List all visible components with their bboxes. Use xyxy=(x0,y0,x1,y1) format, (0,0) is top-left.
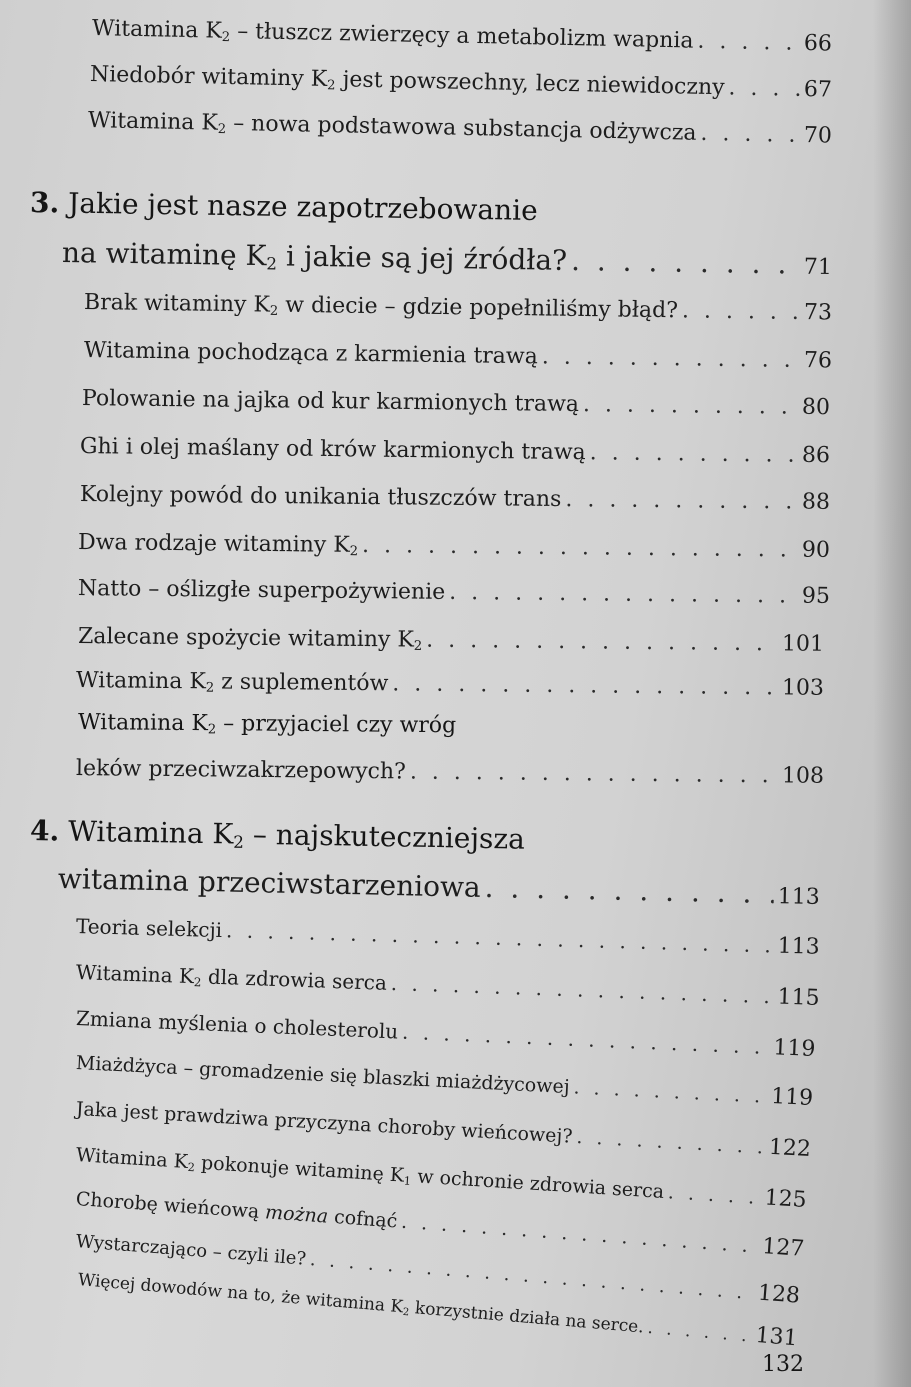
toc-entry: leków przeciwzakrzepowych? . . . 108 xyxy=(76,756,824,789)
chapter-3-heading xyxy=(30,186,538,227)
page-number: 80 xyxy=(801,394,831,421)
page-number: 76 xyxy=(803,348,833,374)
page-number: 90 xyxy=(801,537,831,563)
toc-entry: Dwa rodzaje witaminy $K_2$ . . . 90 xyxy=(78,530,830,564)
toc-entry: Brak witaminy $K_2$ w diecie – gdzie popełniliśmy błąd? . . . 73 xyxy=(84,290,832,327)
page-number: 115 xyxy=(777,984,820,1011)
leader-dots xyxy=(697,29,800,56)
page-number: 95 xyxy=(801,583,831,609)
leader-dots xyxy=(647,1318,753,1347)
leader-dots xyxy=(449,580,798,609)
chapter-title-line1: Jakie jest nasze zapotrzebowanie xyxy=(67,186,538,227)
toc-entry: Ghi i olej maślany od krów karmionych trawą . . . 86 xyxy=(80,434,830,468)
page-number: 125 xyxy=(763,1185,808,1213)
toc-entry: Witamina $K_2$ dla zdrowia serca . . . 115 xyxy=(76,960,820,1011)
toc-entry: Polowanie na jajka od kur karmionych trawą . . . 80 xyxy=(82,386,830,420)
toc-entry: Jaka jest prawdziwa przyczyna choroby wieńcowej? . . . 122 xyxy=(75,1096,811,1162)
page-number: 101 xyxy=(781,631,825,657)
page-number: 66 xyxy=(803,30,833,57)
chapter-number: 3. xyxy=(29,186,60,220)
leader-dots xyxy=(402,1020,770,1059)
toc-entry: Więcej dowodów na to, że witamina $K_2$ korzystnie działa na serce. . . . 131 xyxy=(77,1266,799,1351)
page-number: 108 xyxy=(781,763,825,789)
leader-dots xyxy=(700,121,800,148)
page-number: 128 xyxy=(757,1280,801,1309)
page-number: 73 xyxy=(803,300,833,326)
leader-dots xyxy=(573,1076,768,1107)
page-number: 127 xyxy=(761,1234,806,1262)
page-number: 103 xyxy=(781,675,825,701)
page-number-cut-off: 132 xyxy=(762,1352,804,1377)
toc-entry-line1: Witamina $K_2$ – przyjaciel czy wróg xyxy=(77,710,457,739)
page-number: 122 xyxy=(768,1134,812,1163)
page-number: 131 xyxy=(754,1322,799,1352)
toc-entry: Witamina $K_2$ z suplementów . . . 103 xyxy=(76,668,824,702)
page-edge-shadow xyxy=(873,0,911,1387)
toc-entry: Zmiana myślenia o cholesterolu . . . 119 xyxy=(75,1006,815,1062)
chapter-4-heading: 4. Witamina $K_2$ – najskuteczniejsza xyxy=(29,814,526,856)
toc-entry: Zalecane spożycie witaminy $K_2$ . . . 101 xyxy=(78,624,824,658)
toc-entry: Kolejny powód do unikania tłuszczów trans . . . 88 xyxy=(80,482,830,515)
toc-entry: Witamina $K_2$ pokonuje witaminę $K_1$ w ochronie zdrowia serca . . . 125 xyxy=(75,1142,807,1213)
toc-entry: Chorobę wieńcową można cofnąć . . . 127 xyxy=(75,1186,805,1262)
chapter-number: 4. xyxy=(29,814,60,848)
leader-dots xyxy=(362,533,798,563)
leader-dots xyxy=(401,1211,760,1258)
page-number: 119 xyxy=(770,1084,814,1112)
chapter-3-heading-line2: na witaminę $K_2$ i jakie są jej źródła? . . . 71 xyxy=(62,236,832,282)
leader-dots xyxy=(576,1126,766,1158)
toc-entry: Wystarczająco – czyli ile? . . . 128 xyxy=(75,1228,801,1309)
page-number: 86 xyxy=(801,442,831,469)
leader-dots xyxy=(542,344,800,373)
page-number: 119 xyxy=(772,1035,816,1062)
toc-entry: Miażdżyca – gromadzenie się blaszki miażdżycowej . . . 119 xyxy=(75,1050,813,1111)
leader-dots xyxy=(583,392,798,420)
page-number: 113 xyxy=(777,933,821,960)
toc-entry: Witamina $K_2$ – tłuszcz zwierzęcy a metabolizm wapnia . . . 66 xyxy=(92,16,832,58)
page-number: 71 xyxy=(803,254,833,281)
leader-dots xyxy=(484,871,774,910)
leader-dots xyxy=(390,971,774,1008)
leader-dots xyxy=(667,1181,761,1209)
leader-dots xyxy=(728,75,800,101)
page-number: 70 xyxy=(803,122,833,149)
toc-entry: Witamina $K_2$ – nowa podstawowa substancja odżywcza . . . 70 xyxy=(88,108,832,150)
toc-entry: Niedobór witaminy $K_2$ jest powszechny, lecz niewidoczny . . . 67 xyxy=(90,62,832,104)
page-number: 88 xyxy=(801,489,831,515)
toc-entry: Natto – oślizgłe superpożywienie . . . 95 xyxy=(78,576,830,609)
page-number: 113 xyxy=(777,884,821,910)
leader-dots xyxy=(392,671,778,700)
leader-dots xyxy=(571,244,800,281)
leader-dots xyxy=(426,628,778,657)
toc-entry: Witamina pochodząca z karmienia trawą . . . 76 xyxy=(84,338,832,373)
page-number: 67 xyxy=(803,76,833,103)
leader-dots xyxy=(682,298,800,325)
leader-dots xyxy=(590,440,799,468)
leader-dots xyxy=(565,487,798,514)
toc-entry: Teoria selekcji . . . 113 xyxy=(76,914,820,960)
leader-dots xyxy=(226,918,774,957)
chapter-4-heading-line2: witamina przeciwstarzeniowa . . . 113 xyxy=(58,862,821,911)
leader-dots xyxy=(410,759,778,788)
